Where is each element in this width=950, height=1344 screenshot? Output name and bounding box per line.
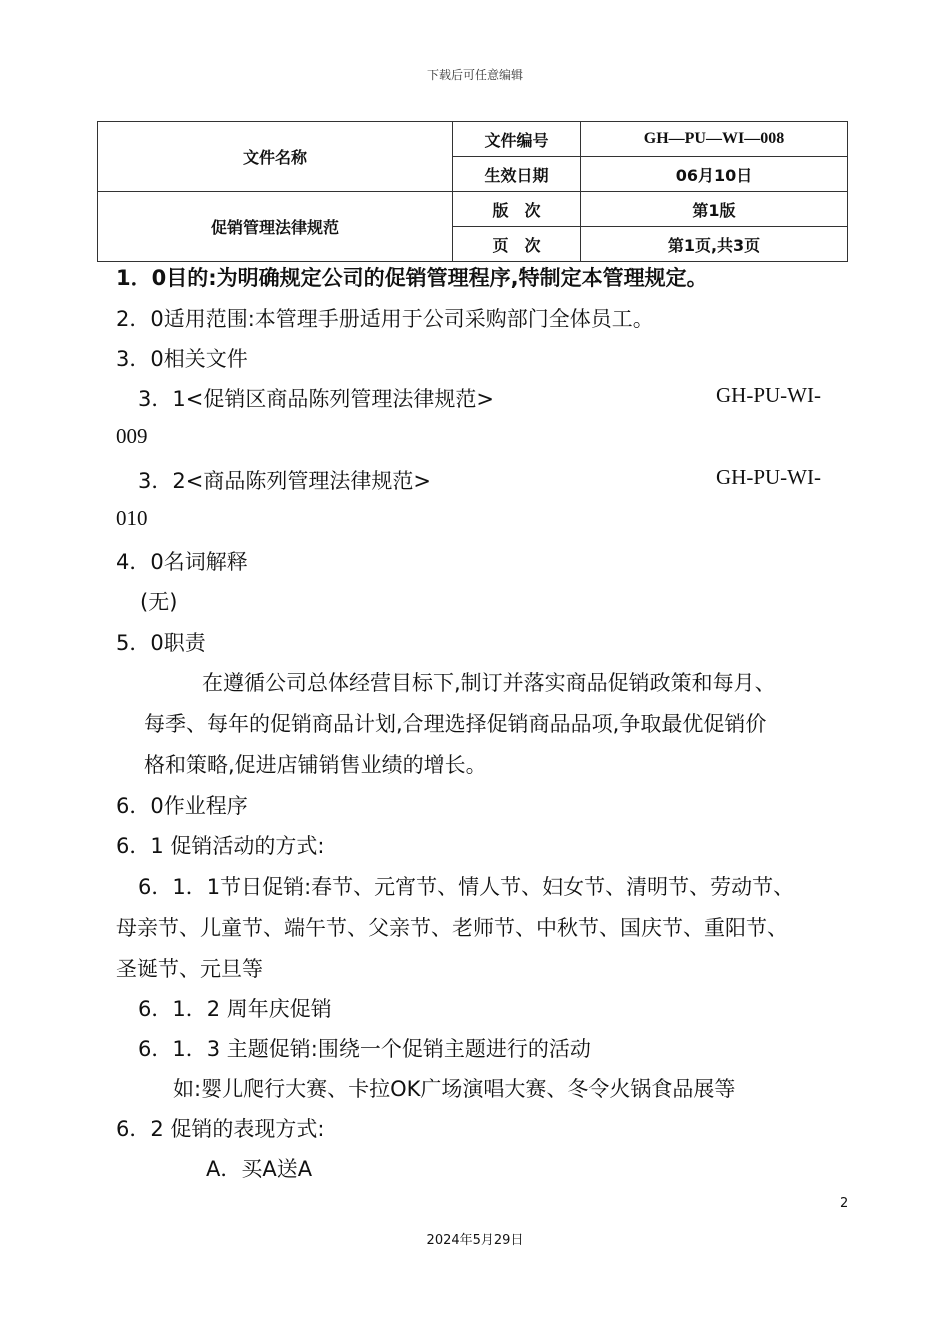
section-6-2-heading: 6．2 促销的表现方式: (116, 1117, 325, 1141)
section-5-paragraph-2: 每季、每年的促销商品计划,合理选择促销商品品项,争取最优促销价 (144, 712, 767, 736)
section-6-1-1-line-1: 6．1．1节日促销:春节、元宵节、情人节、妇女节、清明节、劳动节、 (138, 875, 795, 899)
doc-name-label: 文件名称 (98, 122, 453, 192)
section-6-2-item-a: A．买A送A (206, 1157, 313, 1181)
footer-date: 2024年5月29日 (426, 1233, 524, 1248)
section-5-heading: 5．0职责 (116, 631, 206, 655)
section-3-1: 3．1<促销区商品陈列管理法律规范> (138, 387, 494, 411)
section-3-heading: 3．0相关文件 (116, 347, 248, 371)
section-3-1-code-cont: 009 (116, 424, 148, 448)
page-label: 页 次 (453, 227, 581, 262)
version-value: 第1版 (581, 192, 848, 227)
section-3-2-code-cont: 010 (116, 506, 148, 530)
doc-title: 促销管理法律规范 (98, 192, 453, 262)
section-1-purpose: 1．0目的:为明确规定公司的促销管理程序,特制定本管理规定。 (116, 266, 708, 290)
section-3-2-code: GH-PU-WI- (716, 465, 821, 489)
section-3-1-code: GH-PU-WI- (716, 383, 821, 407)
section-6-1-1-line-2: 母亲节、儿童节、端午节、父亲节、老师节、中秋节、国庆节、重阳节、 (116, 916, 788, 940)
doc-no-value: GH—PU—WI—008 (581, 122, 848, 157)
document-info-table (97, 121, 848, 262)
page-number: 2 (840, 1196, 849, 1211)
section-6-1-1-line-3: 圣诞节、元旦等 (116, 957, 263, 981)
section-5-paragraph-3: 格和策略,促进店铺销售业绩的增长。 (144, 753, 487, 777)
section-6-1-2: 6．1．2 周年庆促销 (138, 997, 332, 1021)
effective-date-label: 生效日期 (453, 157, 581, 192)
doc-no-label: 文件编号 (453, 122, 581, 157)
version-label: 版 次 (453, 192, 581, 227)
page-header: 下载后可任意编辑 (426, 68, 523, 82)
section-3-2: 3．2<商品陈列管理法律规范> (138, 469, 431, 493)
section-6-1-heading: 6．1 促销活动的方式: (116, 834, 325, 858)
section-6-1-3-example: 如:婴儿爬行大赛、卡拉OK广场演唱大赛、冬令火锅食品展等 (173, 1077, 736, 1101)
section-5-paragraph-1: 在遵循公司总体经营目标下,制订并落实商品促销政策和每月、 (202, 671, 776, 695)
section-4-text: (无) (140, 590, 178, 614)
section-6-heading: 6．0作业程序 (116, 794, 248, 818)
section-2-scope: 2．0适用范围:本管理手册适用于公司采购部门全体员工。 (116, 307, 654, 331)
effective-date-value: 06月10日 (581, 157, 848, 192)
page-value: 第1页,共3页 (581, 227, 848, 262)
section-4-heading: 4．0名词解释 (116, 550, 248, 574)
section-6-1-3: 6．1．3 主题促销:围绕一个促销主题进行的活动 (138, 1037, 591, 1061)
